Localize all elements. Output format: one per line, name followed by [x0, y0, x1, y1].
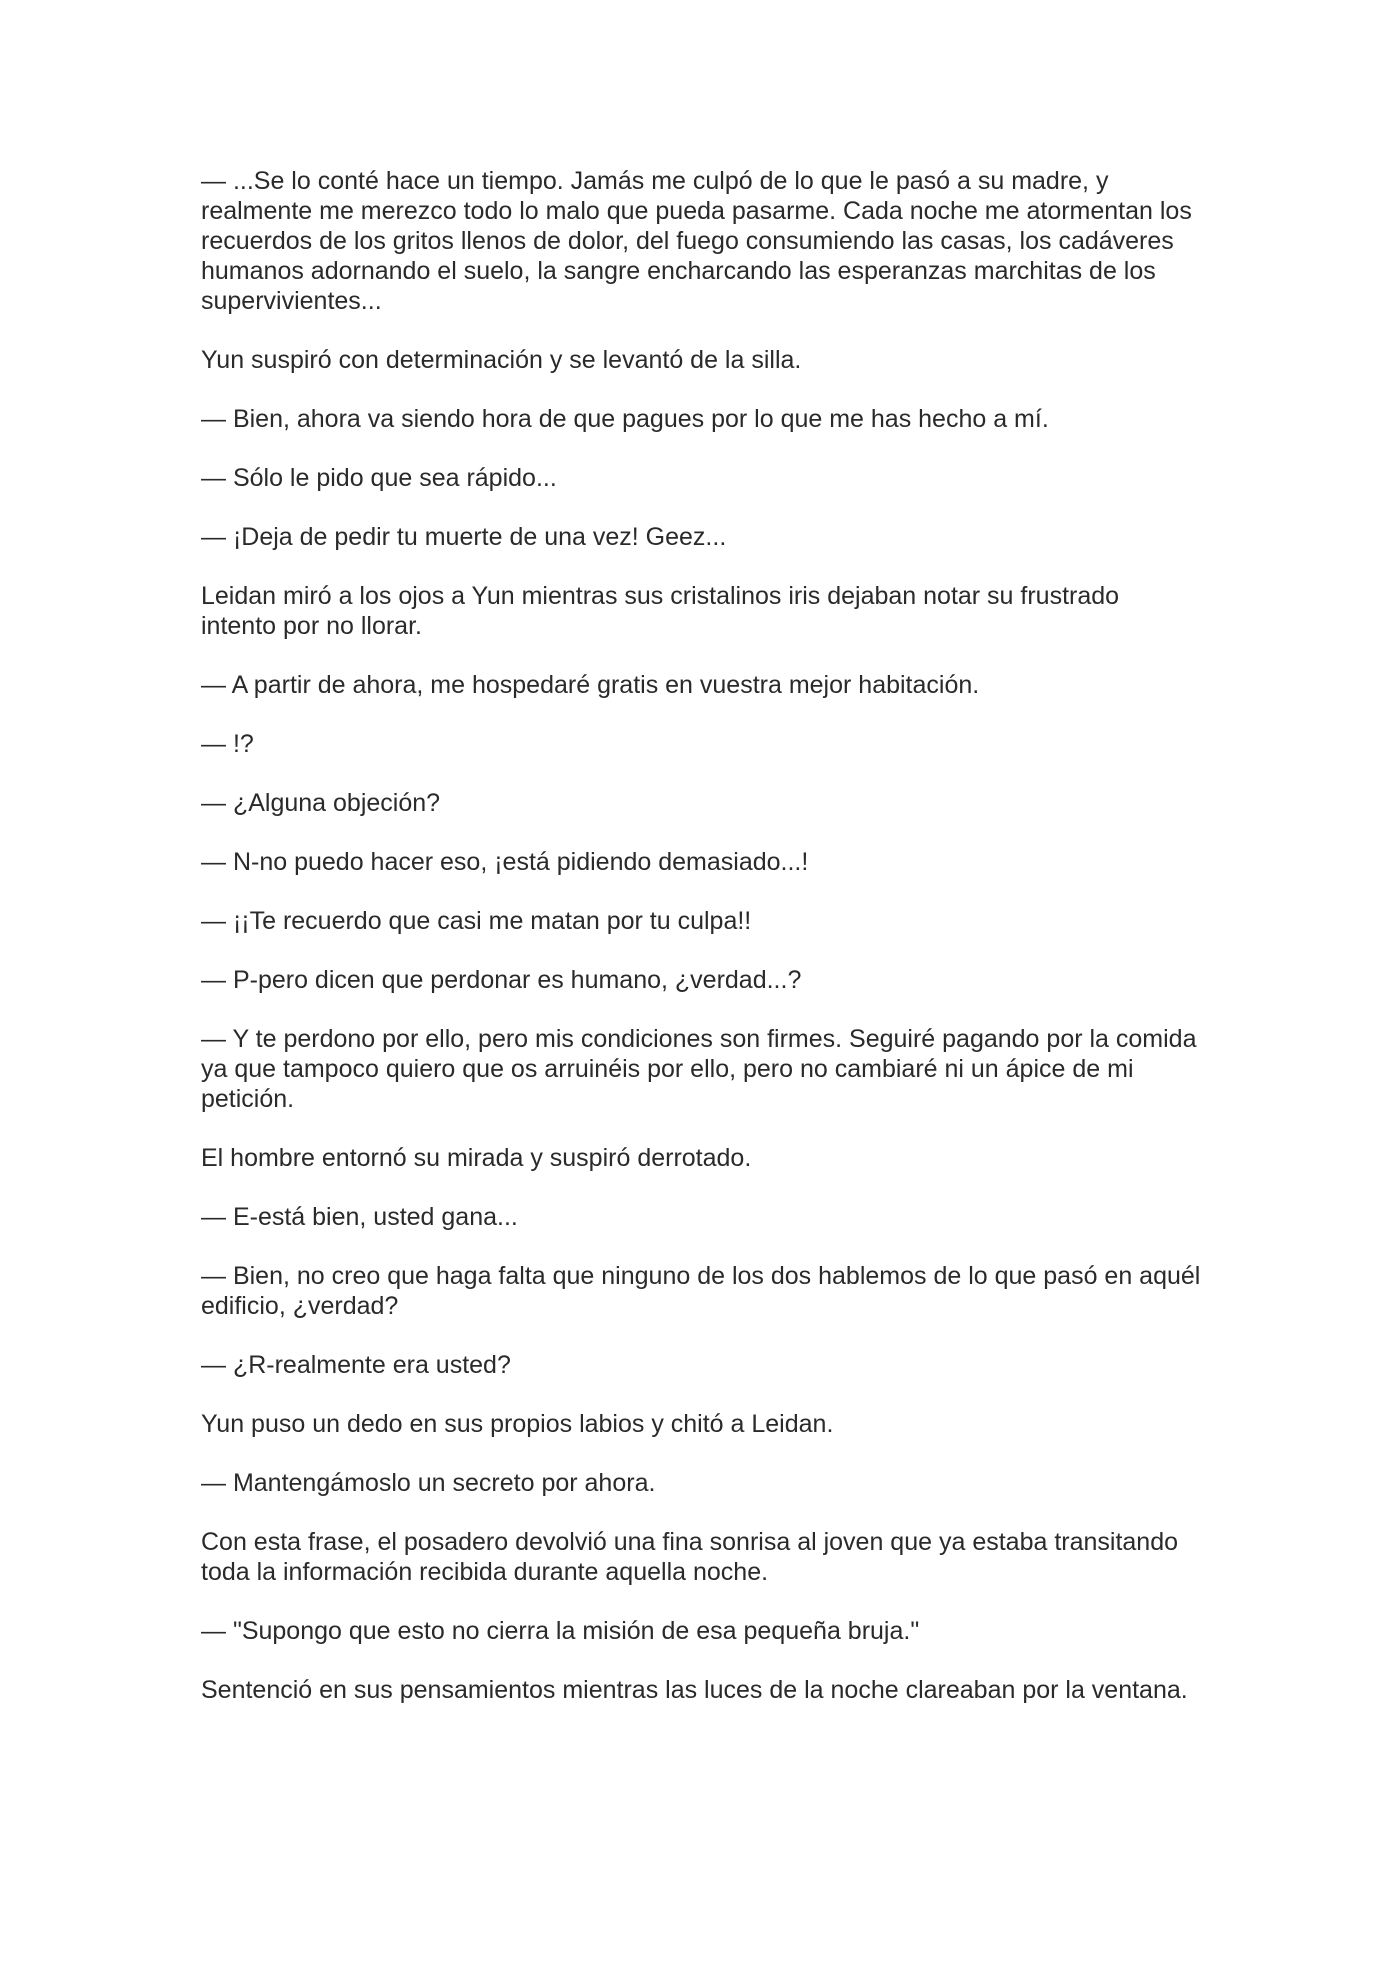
paragraph: — Mantengámoslo un secreto por ahora.	[201, 1469, 656, 1497]
paragraph: — E-está bien, usted gana...	[201, 1203, 518, 1231]
paragraph: — ¡¡Te recuerdo que casi me matan por tu culpa!!	[201, 907, 752, 935]
paragraph: Con esta frase, el posadero devolvió una fina sonrisa al joven que ya estaba transitando toda la información recibida durante aquella noche.	[201, 1528, 1179, 1586]
paragraph: Yun suspiró con determinación y se levantó de la silla.	[201, 346, 802, 374]
paragraph: — ...Se lo conté hace un tiempo. Jamás me culpó de lo que le pasó a su madre, y realmente me merezco todo lo malo que pueda pasarme. Cada noche me atormentan los recuerdos de los gritos llenos de dolor, del fuego consumiendo las casas, los cadáveres humanos adornando el suelo, la sangre encharcando las esperanzas marchitas de los supervivientes...	[201, 167, 1192, 315]
document-body	[201, 166, 1201, 1734]
paragraph: — Sólo le pido que sea rápido...	[201, 464, 557, 492]
paragraph: El hombre entornó su mirada y suspiró derrotado.	[201, 1144, 752, 1172]
paragraph: — P-pero dicen que perdonar es humano, ¿verdad...?	[201, 966, 802, 994]
paragraph: — A partir de ahora, me hospedaré gratis en vuestra mejor habitación.	[201, 671, 980, 699]
paragraph: — Bien, ahora va siendo hora de que pagues por lo que me has hecho a mí.	[201, 405, 1049, 433]
paragraph: — Y te perdono por ello, pero mis condiciones son firmes. Seguiré pagando por la comida ya que tampoco quiero que os arruinéis por ello, pero no cambiaré ni un ápice de mi petición.	[201, 1025, 1197, 1113]
paragraph: — ¿R-realmente era usted?	[201, 1351, 511, 1379]
paragraph: — N-no puedo hacer eso, ¡está pidiendo demasiado...!	[201, 848, 809, 876]
paragraph: — !?	[201, 730, 254, 758]
paragraph: — "Supongo que esto no cierra la misión de esa pequeña bruja."	[201, 1617, 920, 1645]
paragraph: — Bien, no creo que haga falta que ninguno de los dos hablemos de lo que pasó en aquél edificio, ¿verdad?	[201, 1262, 1201, 1320]
paragraph: — ¡Deja de pedir tu muerte de una vez! Geez...	[201, 523, 727, 551]
paragraph: — ¿Alguna objeción?	[201, 789, 441, 817]
paragraph: Yun puso un dedo en sus propios labios y chitó a Leidan.	[201, 1410, 834, 1438]
paragraph: Sentenció en sus pensamientos mientras las luces de la noche clareaban por la ventana.	[201, 1676, 1188, 1704]
paragraph: Leidan miró a los ojos a Yun mientras sus cristalinos iris dejaban notar su frustrado intento por no llorar.	[201, 582, 1120, 640]
